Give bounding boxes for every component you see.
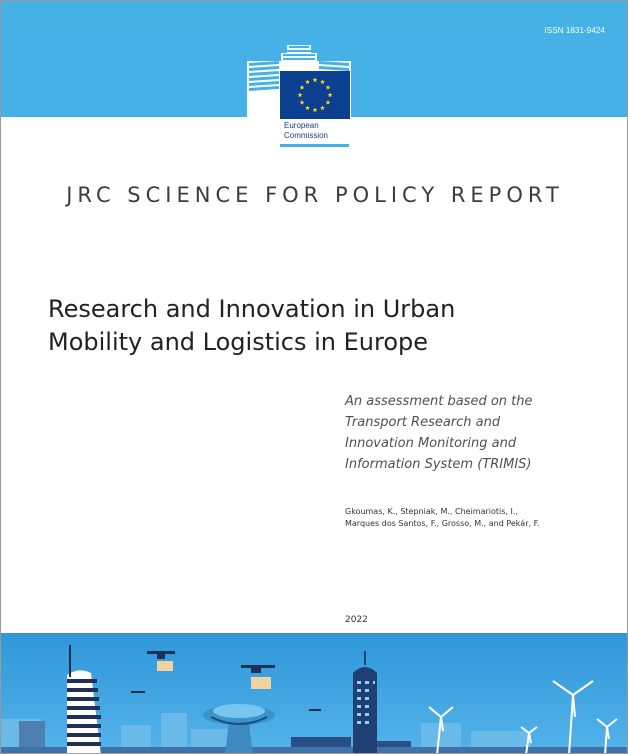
report-subtitle bbox=[345, 391, 575, 475]
subtitle-line4: Information System (TRIMIS) bbox=[345, 457, 532, 472]
authors-line2: Marques dos Santos, F., Grosso, M., and Pekár, F. bbox=[345, 519, 540, 528]
subtitle-line3: Innovation Monitoring and bbox=[345, 436, 517, 451]
logo-text-line1: European bbox=[284, 121, 319, 130]
title-line1: Research and Innovation in Urban bbox=[48, 295, 456, 323]
eu-flag-icon bbox=[280, 71, 350, 119]
subtitle-line1: An assessment based on the bbox=[345, 394, 533, 409]
european-commission-logo bbox=[247, 37, 351, 149]
logo-text bbox=[284, 121, 328, 141]
logo-underline bbox=[280, 144, 349, 147]
city-skyline-illustration bbox=[1, 633, 628, 754]
authors-list bbox=[345, 506, 585, 530]
authors-line1: Gkoumas, K., Stepniak, M., Cheimariotis, I., bbox=[345, 507, 518, 516]
report-type-heading: JRC SCIENCE FOR POLICY REPORT bbox=[66, 183, 564, 207]
publication-year: 2022 bbox=[345, 615, 368, 625]
subtitle-line2: Transport Research and bbox=[345, 415, 501, 430]
title-line2: Mobility and Logistics in Europe bbox=[48, 328, 429, 356]
report-title bbox=[48, 293, 548, 359]
logo-text-line2: Commission bbox=[284, 131, 329, 140]
issn-number: ISSN 1831-9424 bbox=[544, 26, 605, 35]
